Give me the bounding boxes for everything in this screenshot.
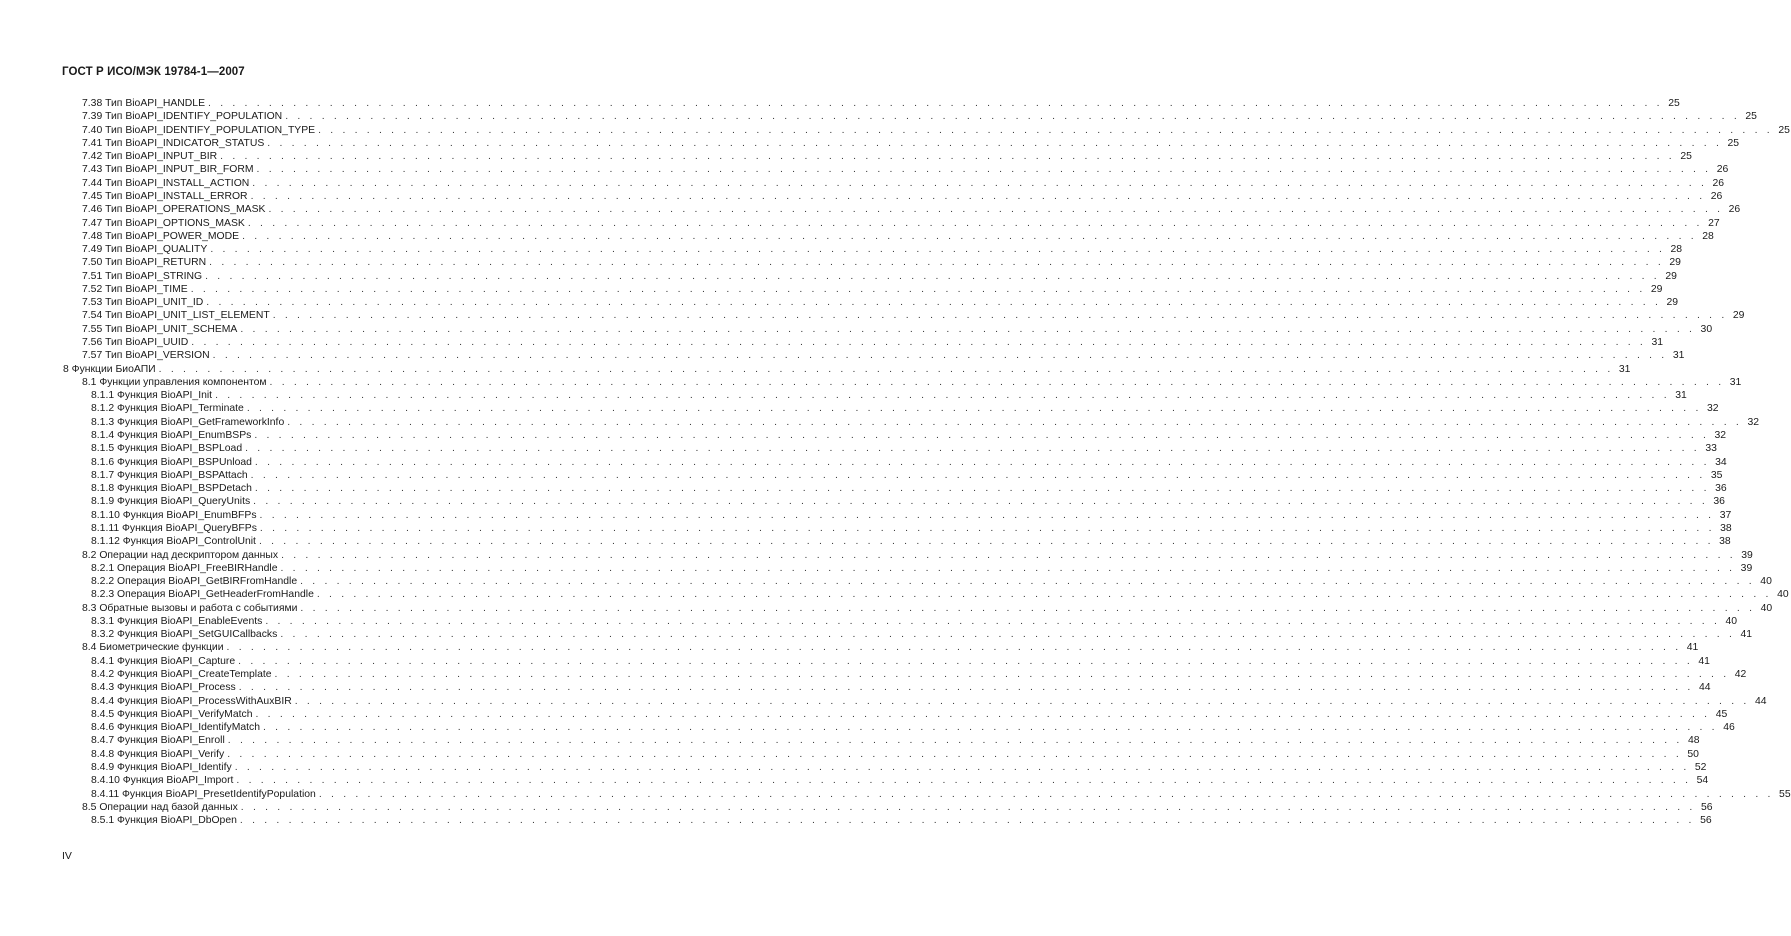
toc-entry[interactable] bbox=[82, 163, 1729, 176]
toc-entry-title: 8.4.7 Функция BioAPI_Enroll bbox=[91, 735, 225, 747]
toc-entry-title: 7.52 Тип BioAPI_TIME bbox=[82, 283, 188, 295]
toc-entry-page: 38 bbox=[1719, 536, 1731, 548]
toc-entry-title: 8 Функции БиоАПИ bbox=[63, 363, 156, 375]
toc-entry[interactable] bbox=[91, 748, 1699, 761]
toc-entry[interactable] bbox=[82, 150, 1692, 163]
toc-entry-page: 44 bbox=[1698, 682, 1711, 694]
toc-entry-page: 31 bbox=[1651, 337, 1664, 349]
toc-entry-page: 33 bbox=[1705, 443, 1717, 455]
toc-entry[interactable] bbox=[91, 774, 1709, 787]
toc-entry-page: 36 bbox=[1715, 483, 1727, 495]
page-number: IV bbox=[62, 850, 72, 862]
toc-entry-page: 29 bbox=[1732, 310, 1745, 322]
toc-entry-page: 41 bbox=[1740, 629, 1753, 641]
toc-entry-page: 56 bbox=[1700, 815, 1712, 827]
toc-entry[interactable] bbox=[82, 309, 1745, 322]
dot-leader: . . . . . . . . . . . . . . . . . . . . . . . . . . . . . . . . . . . . . . . . . . . . . . . . . . . . . . . . . . . . . . . . . . . . . . . . . . . . . . . . . . . . . . . . . . . . . . . . . . . . . . . . . . . . . . . . . . . . . . . . bbox=[255, 708, 1711, 720]
toc-entry-page: 31 bbox=[1618, 363, 1631, 375]
toc-entry-page: 28 bbox=[1670, 244, 1683, 256]
toc-entry-page: 32 bbox=[1707, 403, 1719, 415]
dot-leader: . . . . . . . . . . . . . . . . . . . . . . . . . . . . . . . . . . . . . . . . . . . . . . . . . . . . . . . . . . . . . . . . . . . . . . . . . . . . . . . . . . . . . . . . . . . . . . . . . . . . . . . . . . . . . . . . . . . . . . . . bbox=[205, 270, 1660, 282]
toc-entry-page: 41 bbox=[1686, 642, 1699, 654]
toc-entry[interactable] bbox=[91, 575, 1772, 588]
toc-entry-title: 7.50 Тип BioAPI_RETURN bbox=[82, 257, 207, 269]
toc-entry-page: 39 bbox=[1741, 549, 1753, 561]
toc-entry-title: 7.57 Тип BioAPI_VERSION bbox=[82, 350, 210, 362]
toc-entry-page: 41 bbox=[1698, 655, 1710, 667]
toc-entry-page: 34 bbox=[1715, 456, 1727, 468]
toc-entry-page: 25 bbox=[1745, 111, 1757, 123]
toc-entry[interactable] bbox=[82, 283, 1663, 296]
toc-entry-title: 8.1.11 Функция BioAPI_QueryBFPs bbox=[91, 522, 257, 534]
dot-leader: . . . . . . . . . . . . . . . . . . . . . . . . . . . . . . . . . . . . . . . . . . . . . . . . . . . . . . . . . . . . . . . . . . . . . . . . . . . . . . . . . . . . . . . . . . . . . . . . . . . . . . . . . . . . . . . . . . . . . . . . bbox=[208, 98, 1663, 109]
dot-leader: . . . . . . . . . . . . . . . . . . . . . . . . . . . . . . . . . . . . . . . . . . . . . . . . . . . . . . . . . . . . . . . . . . . . . . . . . . . . . . . . . . . . . . . . . . . . . . . . . . . . . . . . . . . . . . . . . . . . . . . . bbox=[190, 283, 1646, 295]
toc-entry-title: 8.3.1 Функция BioAPI_EnableEvents bbox=[91, 615, 263, 627]
dot-leader: . . . . . . . . . . . . . . . . . . . . . . . . . . . . . . . . . . . . . . . . . . . . . . . . . . . . . . . . . . . . . . . . . . . . . . . . . . . . . . . . . . . . . . . . . . . . . . . . . . . . . . . . . . . . . . . . . . . . . . . . bbox=[227, 735, 1683, 747]
toc-entry-title: 7.41 Тип BioAPI_INDICATOR_STATUS bbox=[82, 137, 265, 149]
dot-leader: . . . . . . . . . . . . . . . . . . . . . . . . . . . . . . . . . . . . . . . . . . . . . . . . . . . . . . . . . . . . . . . . . . . . . . . . . . . . . . . . . . . . . . . . . . . . . . . . . . . . . . . . . . . . . . . . . . . . . . . . bbox=[269, 376, 1725, 388]
toc-entry-title: 7.44 Тип BioAPI_INSTALL_ACTION bbox=[82, 177, 250, 189]
toc-entry-page: 31 bbox=[1672, 350, 1685, 362]
dot-leader: . . . . . . . . . . . . . . . . . . . . . . . . . . . . . . . . . . . . . . . . . . . . . . . . . . . . . . . . . . . . . . . . . . . . . . . . . . . . . . . . . . . . . . . . . . . . . . . . . . . . . . . . . . . . . . . . . . . . . . . . bbox=[287, 416, 1742, 428]
dot-leader: . . . . . . . . . . . . . . . . . . . . . . . . . . . . . . . . . . . . . . . . . . . . . . . . . . . . . . . . . . . . . . . . . . . . . . . . . . . . . . . . . . . . . . . . . . . . . . . . . . . . . . . . . . . . . . . . . . . . . . . . bbox=[239, 815, 1695, 827]
dot-leader: . . . . . . . . . . . . . . . . . . . . . . . . . . . . . . . . . . . . . . . . . . . . . . . . . . . . . . . . . . . . . . . . . . . . . . . . . . . . . . . . . . . . . . . . . . . . . . . . . . . . . . . . . . . . . . . . . . . . . . . . bbox=[258, 536, 1714, 548]
toc-entry[interactable] bbox=[82, 203, 1741, 216]
toc-entry-title: 7.40 Тип BioAPI_IDENTIFY_POPULATION_TYPE bbox=[82, 124, 316, 136]
dot-leader: . . . . . . . . . . . . . . . . . . . . . . . . . . . . . . . . . . . . . . . . . . . . . . . . . . . . . . . . . . . . . . . . . . . . . . . . . . . . . . . . . . . . . . . . . . . . . . . . . . . . . . . . . . . . . . . . . . . . . . . . bbox=[238, 682, 1694, 694]
toc-entry-title: 7.55 Тип BioAPI_UNIT_SCHEMA bbox=[82, 323, 238, 335]
dot-leader: . . . . . . . . . . . . . . . . . . . . . . . . . . . . . . . . . . . . . . . . . . . . . . . . . . . . . . . . . . . . . . . . . . . . . . . . . . . . . . . . . . . . . . . . . . . . . . . . . . . . . . . . . . . . . . . . . . . . . . . . bbox=[267, 137, 1723, 149]
toc-entry-page: 46 bbox=[1723, 722, 1735, 734]
dot-leader: . . . . . . . . . . . . . . . . . . . . . . . . . . . . . . . . . . . . . . . . . . . . . . . . . . . . . . . . . . . . . . . . . . . . . . . . . . . . . . . . . . . . . . . . . . . . . . . . . . . . . . . . . . . . . . . . . . . . . . . . bbox=[212, 350, 1668, 362]
toc-entry-title: 7.53 Тип BioAPI_UNIT_ID bbox=[82, 297, 204, 309]
toc-entry[interactable] bbox=[91, 588, 1789, 601]
toc-entry[interactable] bbox=[82, 549, 1753, 562]
toc-entry[interactable] bbox=[91, 668, 1747, 681]
dot-leader: . . . . . . . . . . . . . . . . . . . . . . . . . . . . . . . . . . . . . . . . . . . . . . . . . . . . . . . . . . . . . . . . . . . . . . . . . . . . . . . . . . . . . . . . . . . . . . . . . . . . . . . . . . . . . . . . . . . . . . . . bbox=[265, 615, 1721, 627]
dot-leader: . . . . . . . . . . . . . . . . . . . . . . . . . . . . . . . . . . . . . . . . . . . . . . . . . . . . . . . . . . . . . . . . . . . . . . . . . . . . . . . . . . . . . . . . . . . . . . . . . . . . . . . . . . . . . . . . . . . . . . . . bbox=[227, 748, 1682, 760]
toc-entry-title: 7.43 Тип BioAPI_INPUT_BIR_FORM bbox=[82, 164, 254, 176]
dot-leader: . . . . . . . . . . . . . . . . . . . . . . . . . . . . . . . . . . . . . . . . . . . . . . . . . . . . . . . . . . . . . . . . . . . . . . . . . . . . . . . . . . . . . . . . . . . . . . . . . . . . . . . . . . . . . . . . . . . . . . . . bbox=[234, 762, 1690, 773]
dot-leader: . . . . . . . . . . . . . . . . . . . . . . . . . . . . . . . . . . . . . . . . . . . . . . . . . . . . . . . . . . . . . . . . . . . . . . . . . . . . . . . . . . . . . . . . . . . . . . . . . . . . . . . . . . . . . . . . . . . . . . . . bbox=[246, 403, 1702, 415]
toc-entry[interactable] bbox=[91, 469, 1723, 482]
toc-entry[interactable] bbox=[82, 602, 1773, 615]
dot-leader: . . . . . . . . . . . . . . . . . . . . . . . . . . . . . . . . . . . . . . . . . . . . . . . . . . . . . . . . . . . . . . . . . . . . . . . . . . . . . . . . . . . . . . . . . . . . . . . . . . . . . . . . . . . . . . . . . . . . . . . . bbox=[215, 390, 1670, 402]
dot-leader: . . . . . . . . . . . . . . . . . . . . . . . . . . . . . . . . . . . . . . . . . . . . . . . . . . . . . . . . . . . . . . . . . . . . . . . . . . . . . . . . . . . . . . . . . . . . . . . . . . . . . . . . . . . . . . . . . . . . . . . . bbox=[220, 151, 1675, 163]
toc-entry-title: 8.1.9 Функция BioAPI_QueryUnits bbox=[91, 496, 251, 508]
toc-entry-title: 8.3.2 Функция BioAPI_SetGUICallbacks bbox=[91, 629, 278, 641]
toc-entry[interactable] bbox=[82, 801, 1713, 814]
toc-entry-title: 8.4.5 Функция BioAPI_VerifyMatch bbox=[91, 708, 253, 720]
toc-entry-title: 8.1 Функции управления компонентом bbox=[82, 376, 267, 388]
toc-entry-page: 29 bbox=[1650, 283, 1663, 295]
toc-entry-title: 8.4.9 Функция BioAPI_Identify bbox=[91, 762, 232, 773]
toc-entry[interactable] bbox=[91, 429, 1727, 442]
toc-entry-page: 48 bbox=[1687, 735, 1700, 747]
dot-leader: . . . . . . . . . . . . . . . . . . . . . . . . . . . . . . . . . . . . . . . . . . . . . . . . . . . . . . . . . . . . . . . . . . . . . . . . . . . . . . . . . . . . . . . . . . . . . . . . . . . . . . . . . . . . . . . . . . . . . . . . bbox=[281, 549, 1736, 561]
toc-entry-title: 7.49 Тип BioAPI_QUALITY bbox=[82, 244, 208, 256]
dot-leader: . . . . . . . . . . . . . . . . . . . . . . . . . . . . . . . . . . . . . . . . . . . . . . . . . . . . . . . . . . . . . . . . . . . . . . . . . . . . . . . . . . . . . . . . . . . . . . . . . . . . . . . . . . . . . . . . . . . . . . . . bbox=[318, 788, 1774, 800]
toc-entry-title: 8.4.2 Функция BioAPI_CreateTemplate bbox=[91, 669, 272, 681]
dot-leader: . . . . . . . . . . . . . . . . . . . . . . . . . . . . . . . . . . . . . . . . . . . . . . . . . . . . . . . . . . . . . . . . . . . . . . . . . . . . . . . . . . . . . . . . . . . . . . . . . . . . . . . . . . . . . . . . . . . . . . . . bbox=[280, 629, 1736, 641]
dot-leader: . . . . . . . . . . . . . . . . . . . . . . . . . . . . . . . . . . . . . . . . . . . . . . . . . . . . . . . . . . . . . . . . . . . . . . . . . . . . . . . . . . . . . . . . . . . . . . . . . . . . . . . . . . . . . . . . . . . . . . . . bbox=[259, 509, 1715, 521]
dot-leader: . . . . . . . . . . . . . . . . . . . . . . . . . . . . . . . . . . . . . . . . . . . . . . . . . . . . . . . . . . . . . . . . . . . . . . . . . . . . . . . . . . . . . . . . . . . . . . . . . . . . . . . . . . . . . . . . . . . . . . . . bbox=[238, 655, 1693, 667]
toc-entry-page: 40 bbox=[1760, 576, 1772, 588]
dot-leader: . . . . . . . . . . . . . . . . . . . . . . . . . . . . . . . . . . . . . . . . . . . . . . . . . . . . . . . . . . . . . . . . . . . . . . . . . . . . . . . . . . . . . . . . . . . . . . . . . . . . . . . . . . . . . . . . . . . . . . . . bbox=[285, 111, 1740, 123]
toc-entry-page: 28 bbox=[1702, 230, 1714, 242]
toc-entry-title: 8.2.3 Операция BioAPI_GetHeaderFromHandle bbox=[91, 589, 314, 601]
dot-leader: . . . . . . . . . . . . . . . . . . . . . . . . . . . . . . . . . . . . . . . . . . . . . . . . . . . . . . . . . . . . . . . . . . . . . . . . . . . . . . . . . . . . . . . . . . . . . . . . . . . . . . . . . . . . . . . . . . . . . . . . bbox=[206, 297, 1662, 309]
toc-entry[interactable] bbox=[82, 137, 1740, 150]
toc-entry-page: 44 bbox=[1754, 695, 1767, 707]
dot-leader: . . . . . . . . . . . . . . . . . . . . . . . . . . . . . . . . . . . . . . . . . . . . . . . . . . . . . . . . . . . . . . . . . . . . . . . . . . . . . . . . . . . . . . . . . . . . . . . . . . . . . . . . . . . . . . . . . . . . . . . . bbox=[226, 642, 1682, 654]
toc-entry[interactable] bbox=[91, 681, 1711, 694]
toc-entry[interactable] bbox=[82, 336, 1664, 349]
dot-leader: . . . . . . . . . . . . . . . . . . . . . . . . . . . . . . . . . . . . . . . . . . . . . . . . . . . . . . . . . . . . . . . . . . . . . . . . . . . . . . . . . . . . . . . . . . . . . . . . . . . . . . . . . . . . . . . . . . . . . . . . bbox=[250, 190, 1706, 202]
toc-entry-title: 8.1.12 Функция BioAPI_ControlUnit bbox=[91, 536, 256, 548]
toc-entry-page: 54 bbox=[1696, 775, 1709, 787]
toc-entry-title: 8.4.1 Функция BioAPI_Capture bbox=[91, 655, 236, 667]
toc-entry-title: 7.56 Тип BioAPI_UUID bbox=[82, 337, 189, 349]
dot-leader: . . . . . . . . . . . . . . . . . . . . . . . . . . . . . . . . . . . . . . . . . . . . . . . . . . . . . . . . . . . . . . . . . . . . . . . . . . . . . . . . . . . . . . . . . . . . . . . . . . . . . . . . . . . . . . . . . . . . . . . . bbox=[240, 801, 1696, 813]
toc-entry-page: 26 bbox=[1728, 204, 1741, 216]
toc-entry-title: 8.5.1 Функция BioAPI_DbOpen bbox=[91, 815, 237, 827]
toc-entry[interactable] bbox=[91, 788, 1791, 801]
toc-entry[interactable] bbox=[91, 495, 1725, 508]
toc-entry-page: 50 bbox=[1687, 748, 1699, 760]
dot-leader: . . . . . . . . . . . . . . . . . . . . . . . . . . . . . . . . . . . . . . . . . . . . . . . . . . . . . . . . . . . . . . . . . . . . . . . . . . . . . . . . . . . . . . . . . . . . . . . . . . . . . . . . . . . . . . . . . . . . . . . . bbox=[254, 456, 1710, 468]
toc-entry-page: 25 bbox=[1668, 98, 1680, 109]
dot-leader: . . . . . . . . . . . . . . . . . . . . . . . . . . . . . . . . . . . . . . . . . . . . . . . . . . . . . . . . . . . . . . . . . . . . . . . . . . . . . . . . . . . . . . . . . . . . . . . . . . . . . . . . . . . . . . . . . . . . . . . . bbox=[254, 483, 1710, 495]
toc-entry-page: 29 bbox=[1669, 257, 1681, 269]
toc-entry[interactable] bbox=[82, 256, 1681, 269]
toc-entry[interactable] bbox=[82, 110, 1757, 123]
toc-entry-page: 31 bbox=[1729, 376, 1742, 388]
toc-entry-page: 25 bbox=[1680, 151, 1692, 163]
toc-entry-title: 8.2.2 Операция BioAPI_GetBIRFromHandle bbox=[91, 576, 298, 588]
toc-entry[interactable] bbox=[91, 814, 1712, 827]
toc-entry-title: 8.4.4 Функция BioAPI_ProcessWithAuxBIR bbox=[91, 695, 292, 707]
toc-entry[interactable] bbox=[91, 628, 1753, 641]
toc-entry-title: 7.39 Тип BioAPI_IDENTIFY_POPULATION bbox=[82, 111, 283, 123]
toc-entry-title: 8.1.10 Функция BioAPI_EnumBFPs bbox=[91, 509, 257, 521]
toc-entry[interactable] bbox=[91, 416, 1759, 429]
toc-entry[interactable] bbox=[82, 124, 1790, 137]
dot-leader: . . . . . . . . . . . . . . . . . . . . . . . . . . . . . . . . . . . . . . . . . . . . . . . . . . . . . . . . . . . . . . . . . . . . . . . . . . . . . . . . . . . . . . . . . . . . . . . . . . . . . . . . . . . . . . . . . . . . . . . . bbox=[259, 522, 1715, 534]
dot-leader: . . . . . . . . . . . . . . . . . . . . . . . . . . . . . . . . . . . . . . . . . . . . . . . . . . . . . . . . . . . . . . . . . . . . . . . . . . . . . . . . . . . . . . . . . . . . . . . . . . . . . . . . . . . . . . . . . . . . . . . . bbox=[256, 164, 1712, 176]
toc-entry-title: 8.2 Операции над дескриптором данных bbox=[82, 549, 279, 561]
toc-entry[interactable] bbox=[91, 456, 1727, 469]
toc-entry[interactable] bbox=[82, 270, 1677, 283]
dot-leader: . . . . . . . . . . . . . . . . . . . . . . . . . . . . . . . . . . . . . . . . . . . . . . . . . . . . . . . . . . . . . . . . . . . . . . . . . . . . . . . . . . . . . . . . . . . . . . . . . . . . . . . . . . . . . . . . . . . . . . . . bbox=[191, 337, 1647, 349]
toc-entry-page: 32 bbox=[1714, 430, 1727, 441]
toc-entry[interactable] bbox=[82, 97, 1680, 110]
toc-entry-page: 31 bbox=[1675, 390, 1687, 402]
toc-entry[interactable] bbox=[91, 761, 1707, 774]
dot-leader: . . . . . . . . . . . . . . . . . . . . . . . . . . . . . . . . . . . . . . . . . . . . . . . . . . . . . . . . . . . . . . . . . . . . . . . . . . . . . . . . . . . . . . . . . . . . . . . . . . . . . . . . . . . . . . . . . . . . . . . . bbox=[236, 775, 1692, 787]
toc-entry[interactable] bbox=[91, 389, 1687, 402]
toc-entry-title: 7.47 Тип BioAPI_OPTIONS_MASK bbox=[82, 217, 245, 229]
toc-entry-page: 25 bbox=[1778, 124, 1790, 136]
dot-leader: . . . . . . . . . . . . . . . . . . . . . . . . . . . . . . . . . . . . . . . . . . . . . . . . . . . . . . . . . . . . . . . . . . . . . . . . . . . . . . . . . . . . . . . . . . . . . . . . . . . . . . . . . . . . . . . . . . . . . . . . bbox=[318, 124, 1773, 136]
dot-leader: . . . . . . . . . . . . . . . . . . . . . . . . . . . . . . . . . . . . . . . . . . . . . . . . . . . . . . . . . . . . . . . . . . . . . . . . . . . . . . . . . . . . . . . . . . . . . . . . . . . . . . . . . . . . . . . . . . . . . . . . bbox=[263, 722, 1718, 734]
dot-leader: . . . . . . . . . . . . . . . . . . . . . . . . . . . . . . . . . . . . . . . . . . . . . . . . . . . . . . . . . . . . . . . . . . . . . . . . . . . . . . . . . . . . . . . . . . . . . . . . . . . . . . . . . . . . . . . . . . . . . . . . bbox=[242, 230, 1697, 242]
toc-entry-title: 7.38 Тип BioAPI_HANDLE bbox=[82, 98, 206, 109]
toc-entry[interactable] bbox=[91, 734, 1700, 747]
dot-leader: . . . . . . . . . . . . . . . . . . . . . . . . . . . . . . . . . . . . . . . . . . . . . . . . . . . . . . . . . . . . . . . . . . . . . . . . . . . . . . . . . . . . . . . . . . . . . . . . . . . . . . . . . . . . . . . . . . . . . . . . bbox=[272, 310, 1728, 322]
toc-entry-title: 8.4.8 Функция BioAPI_Verify bbox=[91, 748, 225, 760]
toc-entry-title: 8.2.1 Операция BioAPI_FreeBIRHandle bbox=[91, 562, 278, 574]
toc-entry-page: 32 bbox=[1747, 416, 1759, 428]
toc-entry-title: 8.4.3 Функция BioAPI_Process bbox=[91, 682, 236, 694]
toc-entry-title: 7.51 Тип BioAPI_STRING bbox=[82, 270, 203, 282]
toc-entry-page: 26 bbox=[1712, 177, 1725, 189]
toc-entry[interactable] bbox=[82, 190, 1723, 203]
toc-entry[interactable] bbox=[91, 535, 1731, 548]
toc-entry-title: 8.5 Операции над базой данных bbox=[82, 801, 238, 813]
toc-entry-page: 29 bbox=[1665, 270, 1677, 282]
toc-entry[interactable] bbox=[91, 695, 1767, 708]
toc-entry-title: 8.1.2 Функция BioAPI_Terminate bbox=[91, 403, 244, 415]
toc-entry-title: 8.1.5 Функция BioAPI_BSPLoad bbox=[91, 443, 243, 455]
toc-entry-title: 7.48 Тип BioAPI_POWER_MODE bbox=[82, 230, 240, 242]
toc-entry-title: 8.4.10 Функция BioAPI_Import bbox=[91, 775, 234, 787]
toc-entry-page: 38 bbox=[1720, 522, 1732, 534]
toc-entry-page: 26 bbox=[1710, 190, 1723, 202]
toc-entry-title: 8.1.6 Функция BioAPI_BSPUnload bbox=[91, 456, 252, 468]
document-header: ГОСТ Р ИСО/МЭК 19784-1—2007 bbox=[62, 66, 245, 78]
dot-leader: . . . . . . . . . . . . . . . . . . . . . . . . . . . . . . . . . . . . . . . . . . . . . . . . . . . . . . . . . . . . . . . . . . . . . . . . . . . . . . . . . . . . . . . . . . . . . . . . . . . . . . . . . . . . . . . . . . . . . . . . bbox=[253, 496, 1708, 508]
toc-entry[interactable] bbox=[91, 482, 1727, 495]
toc-entry[interactable] bbox=[91, 522, 1732, 535]
toc-entry-page: 56 bbox=[1700, 801, 1713, 813]
toc-entry-page: 40 bbox=[1725, 615, 1738, 627]
dot-leader: . . . . . . . . . . . . . . . . . . . . . . . . . . . . . . . . . . . . . . . . . . . . . . . . . . . . . . . . . . . . . . . . . . . . . . . . . . . . . . . . . . . . . . . . . . . . . . . . . . . . . . . . . . . . . . . . . . . . . . . . bbox=[240, 323, 1696, 335]
dot-leader: . . . . . . . . . . . . . . . . . . . . . . . . . . . . . . . . . . . . . . . . . . . . . . . . . . . . . . . . . . . . . . . . . . . . . . . . . . . . . . . . . . . . . . . . . . . . . . . . . . . . . . . . . . . . . . . . . . . . . . . . bbox=[252, 177, 1708, 189]
toc-entry-title: 8.1.3 Функция BioAPI_GetFrameworkInfo bbox=[91, 416, 285, 428]
toc-entry-page: 29 bbox=[1666, 297, 1679, 309]
dot-leader: . . . . . . . . . . . . . . . . . . . . . . . . . . . . . . . . . . . . . . . . . . . . . . . . . . . . . . . . . . . . . . . . . . . . . . . . . . . . . . . . . . . . . . . . . . . . . . . . . . . . . . . . . . . . . . . . . . . . . . . . bbox=[254, 430, 1710, 441]
dot-leader: . . . . . . . . . . . . . . . . . . . . . . . . . . . . . . . . . . . . . . . . . . . . . . . . . . . . . . . . . . . . . . . . . . . . . . . . . . . . . . . . . . . . . . . . . . . . . . . . . . . . . . . . . . . . . . . . . . . . . . . . bbox=[294, 695, 1750, 707]
toc-entry-page: 39 bbox=[1740, 562, 1753, 574]
toc-entry-title: 8.4.11 Функция BioAPI_PresetIdentifyPopulation bbox=[91, 788, 316, 800]
dot-leader: . . . . . . . . . . . . . . . . . . . . . . . . . . . . . . . . . . . . . . . . . . . . . . . . . . . . . . . . . . . . . . . . . . . . . . . . . . . . . . . . . . . . . . . . . . . . . . . . . . . . . . . . . . . . . . . . . . . . . . . . bbox=[316, 589, 1772, 601]
toc-entry-title: 7.45 Тип BioAPI_INSTALL_ERROR bbox=[82, 190, 248, 202]
toc-entry-page: 55 bbox=[1779, 788, 1791, 800]
dot-leader: . . . . . . . . . . . . . . . . . . . . . . . . . . . . . . . . . . . . . . . . . . . . . . . . . . . . . . . . . . . . . . . . . . . . . . . . . . . . . . . . . . . . . . . . . . . . . . . . . . . . . . . . . . . . . . . . . . . . . . . . bbox=[245, 443, 1700, 455]
dot-leader: . . . . . . . . . . . . . . . . . . . . . . . . . . . . . . . . . . . . . . . . . . . . . . . . . . . . . . . . . . . . . . . . . . . . . . . . . . . . . . . . . . . . . . . . . . . . . . . . . . . . . . . . . . . . . . . . . . . . . . . . bbox=[274, 669, 1730, 681]
toc-entry-title: 7.46 Тип BioAPI_OPERATIONS_MASK bbox=[82, 204, 266, 216]
toc-entry[interactable] bbox=[82, 230, 1714, 243]
toc-entry[interactable] bbox=[82, 217, 1720, 230]
toc-entry[interactable] bbox=[91, 708, 1728, 721]
toc-entry-title: 8.1.4 Функция BioAPI_EnumBSPs bbox=[91, 430, 252, 441]
dot-leader: . . . . . . . . . . . . . . . . . . . . . . . . . . . . . . . . . . . . . . . . . . . . . . . . . . . . . . . . . . . . . . . . . . . . . . . . . . . . . . . . . . . . . . . . . . . . . . . . . . . . . . . . . . . . . . . . . . . . . . . . bbox=[300, 576, 1755, 588]
toc-entry[interactable] bbox=[82, 323, 1713, 336]
toc-entry-page: 40 bbox=[1760, 602, 1773, 614]
dot-leader: . . . . . . . . . . . . . . . . . . . . . . . . . . . . . . . . . . . . . . . . . . . . . . . . . . . . . . . . . . . . . . . . . . . . . . . . . . . . . . . . . . . . . . . . . . . . . . . . . . . . . . . . . . . . . . . . . . . . . . . . bbox=[280, 562, 1736, 574]
toc-entry[interactable] bbox=[91, 562, 1753, 575]
toc-entry[interactable] bbox=[82, 641, 1699, 654]
toc-entry-title: 8.4 Биометрические функции bbox=[82, 642, 224, 654]
toc-entry-title: 8.1.1 Функция BioAPI_Init bbox=[91, 390, 213, 402]
toc-entry[interactable] bbox=[82, 296, 1679, 309]
toc-entry-page: 52 bbox=[1694, 762, 1707, 773]
toc-entry-title: 7.42 Тип BioAPI_INPUT_BIR bbox=[82, 151, 218, 163]
dot-leader: . . . . . . . . . . . . . . . . . . . . . . . . . . . . . . . . . . . . . . . . . . . . . . . . . . . . . . . . . . . . . . . . . . . . . . . . . . . . . . . . . . . . . . . . . . . . . . . . . . . . . . . . . . . . . . . . . . . . . . . . bbox=[268, 204, 1724, 216]
toc-entry[interactable] bbox=[82, 376, 1742, 389]
toc-entry-page: 30 bbox=[1700, 323, 1713, 335]
toc-entry-title: 8.3 Обратные вызовы и работа с событиями bbox=[82, 602, 298, 614]
toc-entry-page: 36 bbox=[1713, 496, 1725, 508]
toc-entry-page: 42 bbox=[1734, 669, 1747, 681]
toc-entry-page: 35 bbox=[1710, 469, 1723, 481]
dot-leader: . . . . . . . . . . . . . . . . . . . . . . . . . . . . . . . . . . . . . . . . . . . . . . . . . . . . . . . . . . . . . . . . . . . . . . . . . . . . . . . . . . . . . . . . . . . . . . . . . . . . . . . . . . . . . . . . . . . . . . . . bbox=[250, 469, 1706, 481]
toc-entry[interactable] bbox=[91, 615, 1738, 628]
toc-entry-page: 37 bbox=[1719, 509, 1732, 521]
dot-leader: . . . . . . . . . . . . . . . . . . . . . . . . . . . . . . . . . . . . . . . . . . . . . . . . . . . . . . . . . . . . . . . . . . . . . . . . . . . . . . . . . . . . . . . . . . . . . . . . . . . . . . . . . . . . . . . . . . . . . . . . bbox=[210, 244, 1666, 256]
toc-entry[interactable] bbox=[82, 243, 1683, 256]
toc-entry-page: 25 bbox=[1727, 137, 1740, 149]
toc-entry[interactable] bbox=[91, 721, 1735, 734]
toc-entry-page: 26 bbox=[1716, 164, 1729, 176]
dot-leader: . . . . . . . . . . . . . . . . . . . . . . . . . . . . . . . . . . . . . . . . . . . . . . . . . . . . . . . . . . . . . . . . . . . . . . . . . . . . . . . . . . . . . . . . . . . . . . . . . . . . . . . . . . . . . . . . . . . . . . . . bbox=[209, 257, 1664, 269]
toc-entry[interactable] bbox=[82, 177, 1725, 190]
toc-entry-title: 8.4.6 Функция BioAPI_IdentifyMatch bbox=[91, 722, 260, 734]
toc-entry-page: 45 bbox=[1715, 708, 1728, 720]
toc-entry-page: 27 bbox=[1708, 217, 1720, 229]
toc-entry[interactable] bbox=[91, 655, 1710, 668]
toc-entry[interactable] bbox=[91, 442, 1717, 455]
toc-entry[interactable] bbox=[91, 402, 1719, 415]
dot-leader: . . . . . . . . . . . . . . . . . . . . . . . . . . . . . . . . . . . . . . . . . . . . . . . . . . . . . . . . . . . . . . . . . . . . . . . . . . . . . . . . . . . . . . . . . . . . . . . . . . . . . . . . . . . . . . . . . . . . . . . . bbox=[247, 217, 1703, 229]
dot-leader: . . . . . . . . . . . . . . . . . . . . . . . . . . . . . . . . . . . . . . . . . . . . . . . . . . . . . . . . . . . . . . . . . . . . . . . . . . . . . . . . . . . . . . . . . . . . . . . . . . . . . . . . . . . . . . . . . . . . . . . . bbox=[300, 602, 1756, 614]
toc-entry-title: 8.1.7 Функция BioAPI_BSPAttach bbox=[91, 469, 248, 481]
toc-entry[interactable] bbox=[63, 363, 1631, 376]
toc-entry-page: 40 bbox=[1777, 589, 1789, 601]
toc-entry-title: 8.1.8 Функция BioAPI_BSPDetach bbox=[91, 483, 252, 495]
toc-entry[interactable] bbox=[91, 509, 1732, 522]
toc-entry[interactable] bbox=[82, 349, 1685, 362]
toc-entry-title: 7.54 Тип BioAPI_UNIT_LIST_ELEMENT bbox=[82, 310, 270, 322]
dot-leader: . . . . . . . . . . . . . . . . . . . . . . . . . . . . . . . . . . . . . . . . . . . . . . . . . . . . . . . . . . . . . . . . . . . . . . . . . . . . . . . . . . . . . . . . . . . . . . . . . . . . . . . . . . . . . . . . . . . . . . . . bbox=[158, 363, 1614, 375]
